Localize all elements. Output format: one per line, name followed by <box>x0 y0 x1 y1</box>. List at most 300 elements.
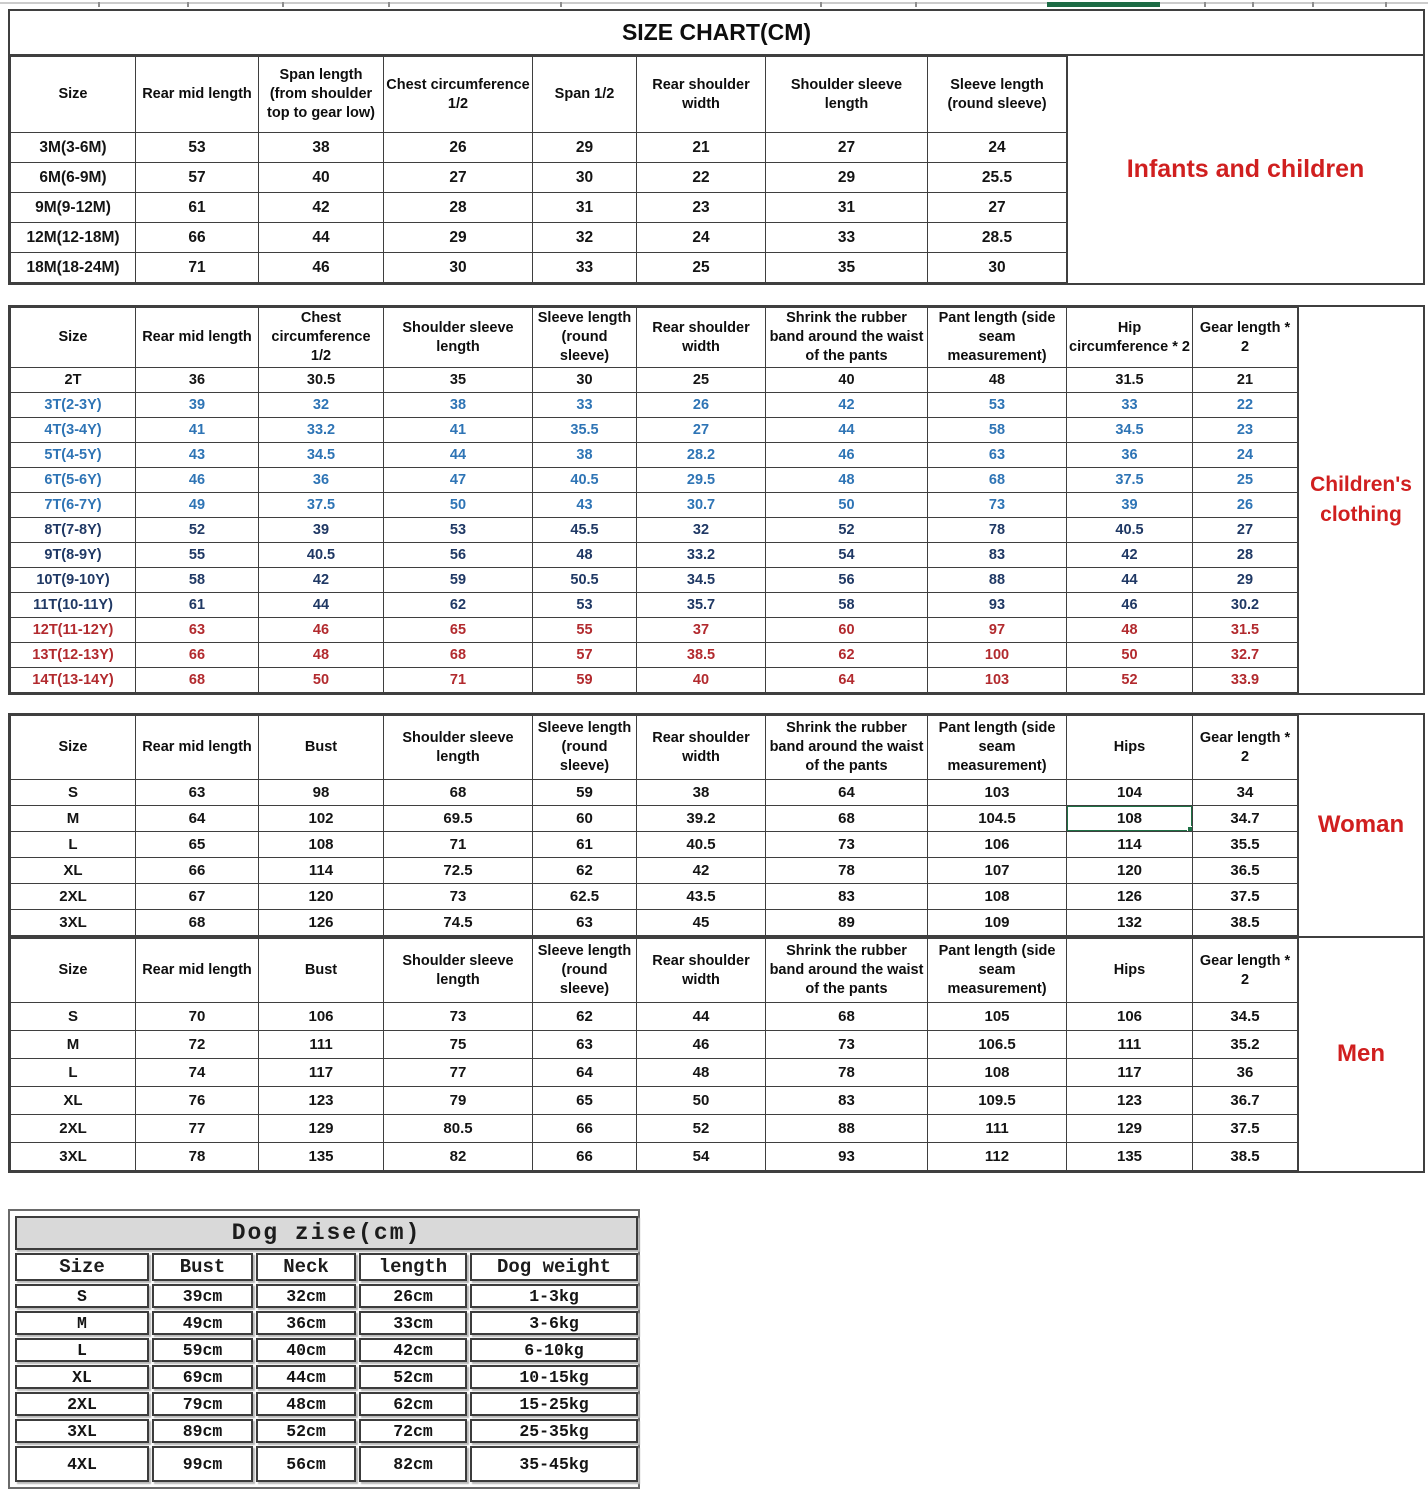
value-cell[interactable]: 105 <box>928 1003 1067 1031</box>
value-cell[interactable]: 23 <box>637 193 766 223</box>
value-cell[interactable]: 25 <box>637 253 766 283</box>
value-cell[interactable]: 68 <box>136 668 259 693</box>
column-header[interactable]: Pant length (side seam measurement) <box>928 939 1067 1003</box>
value-cell[interactable]: 33 <box>766 223 928 253</box>
value-cell[interactable]: 42 <box>1067 543 1193 568</box>
value-cell[interactable]: 126 <box>259 910 384 936</box>
value-cell[interactable]: 40 <box>259 163 384 193</box>
size-cell[interactable]: 2XL <box>11 1115 136 1143</box>
value-cell[interactable]: 25 <box>1193 468 1298 493</box>
value-cell[interactable]: 53 <box>384 518 533 543</box>
value-cell[interactable]: 30 <box>533 163 637 193</box>
value-cell[interactable]: 55 <box>533 618 637 643</box>
value-cell[interactable]: 24 <box>1193 443 1298 468</box>
column-header[interactable]: Gear length * 2 <box>1193 716 1298 780</box>
value-cell[interactable]: 72 <box>136 1031 259 1059</box>
value-cell[interactable]: 32 <box>259 393 384 418</box>
value-cell[interactable]: 68 <box>136 910 259 936</box>
value-cell[interactable]: 24 <box>637 223 766 253</box>
value-cell[interactable]: 50 <box>1067 643 1193 668</box>
value-cell[interactable]: 33 <box>533 393 637 418</box>
column-header[interactable]: Rear mid length <box>136 939 259 1003</box>
value-cell[interactable]: 28.5 <box>928 223 1067 253</box>
size-cell[interactable]: 9T(8-9Y) <box>11 543 136 568</box>
value-cell[interactable]: 59 <box>384 568 533 593</box>
size-cell[interactable]: 11T(10-11Y) <box>11 593 136 618</box>
value-cell[interactable]: 60 <box>533 806 637 832</box>
value-cell[interactable]: 98 <box>259 780 384 806</box>
value-cell[interactable]: 29.5 <box>637 468 766 493</box>
infants-label[interactable]: Infants and children <box>1067 56 1423 283</box>
value-cell[interactable]: 63 <box>533 1031 637 1059</box>
value-cell[interactable]: 26 <box>637 393 766 418</box>
value-cell[interactable]: 68 <box>384 780 533 806</box>
value-cell[interactable]: 38.5 <box>1193 1143 1298 1171</box>
value-cell[interactable]: 34.5 <box>637 568 766 593</box>
value-cell[interactable]: 68 <box>766 1003 928 1031</box>
column-header[interactable]: Size <box>11 716 136 780</box>
value-cell[interactable]: 44 <box>766 418 928 443</box>
size-cell[interactable]: XL <box>11 858 136 884</box>
size-cell[interactable]: S <box>11 1003 136 1031</box>
value-cell[interactable]: 52 <box>766 518 928 543</box>
value-cell[interactable]: 46 <box>1067 593 1193 618</box>
value-cell[interactable]: 57 <box>136 163 259 193</box>
value-cell[interactable]: 68 <box>766 806 928 832</box>
value-cell[interactable]: 66 <box>533 1143 637 1171</box>
value-cell[interactable]: 73 <box>928 493 1067 518</box>
value-cell[interactable]: 71 <box>384 832 533 858</box>
value-cell[interactable]: 66 <box>136 858 259 884</box>
value-cell[interactable]: 88 <box>928 568 1067 593</box>
value-cell[interactable]: 135 <box>259 1143 384 1171</box>
value-cell[interactable]: 30 <box>384 253 533 283</box>
value-cell[interactable]: 43 <box>136 443 259 468</box>
value-cell[interactable]: 22 <box>1193 393 1298 418</box>
value-cell[interactable]: 117 <box>1067 1059 1193 1087</box>
value-cell[interactable]: 78 <box>766 1059 928 1087</box>
value-cell[interactable]: 41 <box>136 418 259 443</box>
value-cell[interactable]: 83 <box>928 543 1067 568</box>
value-cell[interactable]: 42 <box>766 393 928 418</box>
column-header[interactable]: Shrink the rubber band around the waist of the pants <box>766 308 928 368</box>
value-cell[interactable]: 111 <box>1067 1031 1193 1059</box>
value-cell[interactable]: 58 <box>766 593 928 618</box>
column-header[interactable]: Chest circumference 1/2 <box>384 57 533 133</box>
value-cell[interactable]: 39 <box>259 518 384 543</box>
value-cell[interactable]: 88 <box>766 1115 928 1143</box>
size-cell[interactable]: M <box>11 806 136 832</box>
value-cell[interactable]: 23 <box>1193 418 1298 443</box>
column-header[interactable]: Shoulder sleeve length <box>384 308 533 368</box>
value-cell[interactable]: 68 <box>384 643 533 668</box>
column-header[interactable]: Shrink the rubber band around the waist of the pants <box>766 716 928 780</box>
children-label[interactable]: Children's clothing <box>1298 307 1423 693</box>
value-cell[interactable]: 75 <box>384 1031 533 1059</box>
value-cell[interactable]: 126 <box>1067 884 1193 910</box>
value-cell[interactable]: 40 <box>766 368 928 393</box>
value-cell[interactable]: 50 <box>637 1087 766 1115</box>
value-cell[interactable]: 27 <box>766 133 928 163</box>
value-cell[interactable]: 36 <box>1193 1059 1298 1087</box>
value-cell[interactable]: 31 <box>766 193 928 223</box>
value-cell[interactable]: 22 <box>637 163 766 193</box>
column-header[interactable]: Rear mid length <box>136 308 259 368</box>
size-cell[interactable]: S <box>11 780 136 806</box>
value-cell[interactable]: 53 <box>928 393 1067 418</box>
size-cell[interactable]: 2T <box>11 368 136 393</box>
value-cell[interactable]: 135 <box>1067 1143 1193 1171</box>
value-cell[interactable]: 31.5 <box>1067 368 1193 393</box>
value-cell[interactable]: 34.5 <box>259 443 384 468</box>
size-cell[interactable]: 6T(5-6Y) <box>11 468 136 493</box>
value-cell[interactable]: 108 <box>928 884 1067 910</box>
value-cell[interactable]: 108 <box>259 832 384 858</box>
value-cell[interactable]: 69.5 <box>384 806 533 832</box>
value-cell[interactable]: 46 <box>259 253 384 283</box>
value-cell[interactable]: 37 <box>637 618 766 643</box>
column-header[interactable]: Hips <box>1067 939 1193 1003</box>
value-cell[interactable]: 33.2 <box>259 418 384 443</box>
value-cell[interactable]: 38.5 <box>1193 910 1298 936</box>
value-cell[interactable]: 34.7 <box>1193 806 1298 832</box>
value-cell[interactable]: 37.5 <box>1193 1115 1298 1143</box>
column-header[interactable]: Rear mid length <box>136 716 259 780</box>
value-cell[interactable]: 50 <box>259 668 384 693</box>
value-cell[interactable]: 59 <box>533 668 637 693</box>
value-cell[interactable]: 21 <box>1193 368 1298 393</box>
value-cell[interactable]: 36.5 <box>1193 858 1298 884</box>
value-cell[interactable]: 38 <box>384 393 533 418</box>
value-cell[interactable]: 50 <box>766 493 928 518</box>
value-cell[interactable]: 39.2 <box>637 806 766 832</box>
value-cell[interactable]: 35 <box>766 253 928 283</box>
value-cell[interactable]: 52 <box>637 1115 766 1143</box>
value-cell[interactable]: 114 <box>1067 832 1193 858</box>
value-cell[interactable]: 93 <box>928 593 1067 618</box>
value-cell[interactable]: 80.5 <box>384 1115 533 1143</box>
value-cell[interactable]: 60 <box>766 618 928 643</box>
size-cell[interactable]: 2XL <box>11 884 136 910</box>
size-cell[interactable]: L <box>11 832 136 858</box>
column-header[interactable]: Size <box>11 939 136 1003</box>
value-cell[interactable]: 78 <box>766 858 928 884</box>
column-header[interactable]: Pant length (side seam measurement) <box>928 716 1067 780</box>
value-cell[interactable]: 33 <box>1067 393 1193 418</box>
value-cell[interactable]: 73 <box>766 832 928 858</box>
value-cell[interactable]: 42 <box>637 858 766 884</box>
value-cell[interactable]: 46 <box>259 618 384 643</box>
value-cell[interactable]: 55 <box>136 543 259 568</box>
size-cell[interactable]: 3M(3-6M) <box>11 133 136 163</box>
value-cell[interactable]: 31 <box>533 193 637 223</box>
column-header[interactable]: Shoulder sleeve length <box>384 939 533 1003</box>
value-cell[interactable]: 21 <box>637 133 766 163</box>
value-cell[interactable]: 74 <box>136 1059 259 1087</box>
value-cell[interactable]: 73 <box>766 1031 928 1059</box>
column-header[interactable]: Hip circumference * 2 <box>1067 308 1193 368</box>
size-cell[interactable]: 3XL <box>11 910 136 936</box>
value-cell[interactable]: 66 <box>136 643 259 668</box>
value-cell[interactable]: 62 <box>533 858 637 884</box>
value-cell[interactable]: 36.7 <box>1193 1087 1298 1115</box>
size-cell[interactable]: 14T(13-14Y) <box>11 668 136 693</box>
value-cell[interactable]: 40.5 <box>533 468 637 493</box>
value-cell[interactable]: 71 <box>136 253 259 283</box>
value-cell[interactable]: 65 <box>136 832 259 858</box>
value-cell[interactable]: 34.5 <box>1067 418 1193 443</box>
value-cell[interactable]: 114 <box>259 858 384 884</box>
value-cell[interactable]: 36 <box>136 368 259 393</box>
value-cell[interactable]: 42 <box>259 193 384 223</box>
value-cell[interactable]: 35.5 <box>1193 832 1298 858</box>
value-cell[interactable]: 106 <box>1067 1003 1193 1031</box>
selected-cell[interactable]: 108 <box>1067 806 1193 832</box>
value-cell[interactable]: 63 <box>136 618 259 643</box>
column-header[interactable]: Bust <box>259 716 384 780</box>
value-cell[interactable]: 39 <box>136 393 259 418</box>
value-cell[interactable]: 106 <box>259 1003 384 1031</box>
value-cell[interactable]: 25.5 <box>928 163 1067 193</box>
value-cell[interactable]: 48 <box>533 543 637 568</box>
column-header[interactable]: Shrink the rubber band around the waist of the pants <box>766 939 928 1003</box>
value-cell[interactable]: 38 <box>637 780 766 806</box>
value-cell[interactable]: 89 <box>766 910 928 936</box>
value-cell[interactable]: 29 <box>384 223 533 253</box>
column-header[interactable]: Hips <box>1067 716 1193 780</box>
value-cell[interactable]: 109 <box>928 910 1067 936</box>
value-cell[interactable]: 97 <box>928 618 1067 643</box>
size-cell[interactable]: 12T(11-12Y) <box>11 618 136 643</box>
value-cell[interactable]: 112 <box>928 1143 1067 1171</box>
value-cell[interactable]: 103 <box>928 780 1067 806</box>
value-cell[interactable]: 27 <box>928 193 1067 223</box>
value-cell[interactable]: 120 <box>259 884 384 910</box>
value-cell[interactable]: 106 <box>928 832 1067 858</box>
value-cell[interactable]: 28 <box>384 193 533 223</box>
value-cell[interactable]: 74.5 <box>384 910 533 936</box>
value-cell[interactable]: 66 <box>533 1115 637 1143</box>
value-cell[interactable]: 36 <box>259 468 384 493</box>
value-cell[interactable]: 70 <box>136 1003 259 1031</box>
value-cell[interactable]: 108 <box>928 1059 1067 1087</box>
value-cell[interactable]: 63 <box>533 910 637 936</box>
value-cell[interactable]: 36 <box>1067 443 1193 468</box>
value-cell[interactable]: 123 <box>259 1087 384 1115</box>
size-cell[interactable]: XL <box>11 1087 136 1115</box>
column-header[interactable]: Sleeve length (round sleeve) <box>533 308 637 368</box>
column-header[interactable]: Rear shoulder width <box>637 57 766 133</box>
value-cell[interactable]: 65 <box>384 618 533 643</box>
value-cell[interactable]: 50 <box>384 493 533 518</box>
value-cell[interactable]: 58 <box>928 418 1067 443</box>
value-cell[interactable]: 26 <box>1193 493 1298 518</box>
value-cell[interactable]: 132 <box>1067 910 1193 936</box>
value-cell[interactable]: 37.5 <box>259 493 384 518</box>
value-cell[interactable]: 64 <box>766 668 928 693</box>
column-header[interactable]: Sleeve length (round sleeve) <box>928 57 1067 133</box>
sheet-title[interactable]: SIZE CHART(CM) <box>8 9 1425 54</box>
value-cell[interactable]: 25 <box>637 368 766 393</box>
column-header[interactable]: Span 1/2 <box>533 57 637 133</box>
column-header[interactable]: Shoulder sleeve length <box>766 57 928 133</box>
column-header[interactable]: Shoulder sleeve length <box>384 716 533 780</box>
column-header[interactable]: Pant length (side seam measurement) <box>928 308 1067 368</box>
value-cell[interactable]: 43.5 <box>637 884 766 910</box>
column-header[interactable]: Size <box>11 308 136 368</box>
value-cell[interactable]: 106.5 <box>928 1031 1067 1059</box>
value-cell[interactable]: 77 <box>136 1115 259 1143</box>
value-cell[interactable]: 30.7 <box>637 493 766 518</box>
value-cell[interactable]: 32 <box>533 223 637 253</box>
value-cell[interactable]: 65 <box>533 1087 637 1115</box>
value-cell[interactable]: 46 <box>766 443 928 468</box>
value-cell[interactable]: 59 <box>533 780 637 806</box>
value-cell[interactable]: 129 <box>259 1115 384 1143</box>
men-label[interactable]: Men <box>1298 938 1423 1171</box>
value-cell[interactable]: 120 <box>1067 858 1193 884</box>
size-cell[interactable]: 7T(6-7Y) <box>11 493 136 518</box>
value-cell[interactable]: 123 <box>1067 1087 1193 1115</box>
value-cell[interactable]: 28.2 <box>637 443 766 468</box>
value-cell[interactable]: 104 <box>1067 780 1193 806</box>
value-cell[interactable]: 48 <box>259 643 384 668</box>
size-cell[interactable]: 4T(3-4Y) <box>11 418 136 443</box>
value-cell[interactable]: 50.5 <box>533 568 637 593</box>
value-cell[interactable]: 61 <box>533 832 637 858</box>
value-cell[interactable]: 27 <box>637 418 766 443</box>
column-header[interactable]: Gear length * 2 <box>1193 308 1298 368</box>
value-cell[interactable]: 73 <box>384 1003 533 1031</box>
value-cell[interactable]: 103 <box>928 668 1067 693</box>
value-cell[interactable]: 52 <box>1067 668 1193 693</box>
size-cell[interactable]: 8T(7-8Y) <box>11 518 136 543</box>
value-cell[interactable]: 67 <box>136 884 259 910</box>
value-cell[interactable]: 33.2 <box>637 543 766 568</box>
value-cell[interactable]: 109.5 <box>928 1087 1067 1115</box>
value-cell[interactable]: 117 <box>259 1059 384 1087</box>
value-cell[interactable]: 111 <box>928 1115 1067 1143</box>
value-cell[interactable]: 78 <box>136 1143 259 1171</box>
value-cell[interactable]: 76 <box>136 1087 259 1115</box>
value-cell[interactable]: 62 <box>766 643 928 668</box>
column-header[interactable]: Bust <box>259 939 384 1003</box>
value-cell[interactable]: 78 <box>928 518 1067 543</box>
size-cell[interactable]: M <box>11 1031 136 1059</box>
value-cell[interactable]: 42 <box>259 568 384 593</box>
value-cell[interactable]: 64 <box>766 780 928 806</box>
value-cell[interactable]: 44 <box>384 443 533 468</box>
value-cell[interactable]: 29 <box>766 163 928 193</box>
value-cell[interactable]: 43 <box>533 493 637 518</box>
value-cell[interactable]: 102 <box>259 806 384 832</box>
value-cell[interactable]: 27 <box>1193 518 1298 543</box>
value-cell[interactable]: 53 <box>136 133 259 163</box>
column-header[interactable]: Gear length * 2 <box>1193 939 1298 1003</box>
value-cell[interactable]: 54 <box>637 1143 766 1171</box>
value-cell[interactable]: 37.5 <box>1067 468 1193 493</box>
value-cell[interactable]: 72.5 <box>384 858 533 884</box>
value-cell[interactable]: 93 <box>766 1143 928 1171</box>
value-cell[interactable]: 27 <box>384 163 533 193</box>
value-cell[interactable]: 38.5 <box>637 643 766 668</box>
value-cell[interactable]: 30.5 <box>259 368 384 393</box>
value-cell[interactable]: 61 <box>136 193 259 223</box>
value-cell[interactable]: 40.5 <box>637 832 766 858</box>
value-cell[interactable]: 35.2 <box>1193 1031 1298 1059</box>
value-cell[interactable]: 56 <box>766 568 928 593</box>
column-header[interactable]: Rear mid length <box>136 57 259 133</box>
value-cell[interactable]: 52 <box>136 518 259 543</box>
value-cell[interactable]: 39 <box>1067 493 1193 518</box>
value-cell[interactable]: 66 <box>136 223 259 253</box>
value-cell[interactable]: 40 <box>637 668 766 693</box>
value-cell[interactable]: 40.5 <box>1067 518 1193 543</box>
value-cell[interactable]: 29 <box>1193 568 1298 593</box>
value-cell[interactable]: 56 <box>384 543 533 568</box>
size-cell[interactable]: 10T(9-10Y) <box>11 568 136 593</box>
column-header[interactable]: Rear shoulder width <box>637 716 766 780</box>
woman-label[interactable]: Woman <box>1298 715 1423 936</box>
value-cell[interactable]: 30 <box>533 368 637 393</box>
value-cell[interactable]: 111 <box>259 1031 384 1059</box>
value-cell[interactable]: 83 <box>766 884 928 910</box>
value-cell[interactable]: 61 <box>136 593 259 618</box>
size-cell[interactable]: 6M(6-9M) <box>11 163 136 193</box>
column-header[interactable]: Rear shoulder width <box>637 939 766 1003</box>
value-cell[interactable]: 71 <box>384 668 533 693</box>
value-cell[interactable]: 64 <box>136 806 259 832</box>
value-cell[interactable]: 68 <box>928 468 1067 493</box>
value-cell[interactable]: 33.9 <box>1193 668 1298 693</box>
column-header[interactable]: Chest circumference 1/2 <box>259 308 384 368</box>
value-cell[interactable]: 48 <box>928 368 1067 393</box>
value-cell[interactable]: 62 <box>533 1003 637 1031</box>
value-cell[interactable]: 45 <box>637 910 766 936</box>
column-header[interactable]: Sleeve length (round sleeve) <box>533 716 637 780</box>
value-cell[interactable]: 35.5 <box>533 418 637 443</box>
value-cell[interactable]: 62 <box>384 593 533 618</box>
value-cell[interactable]: 104.5 <box>928 806 1067 832</box>
value-cell[interactable]: 34 <box>1193 780 1298 806</box>
value-cell[interactable]: 63 <box>928 443 1067 468</box>
size-cell[interactable]: 3XL <box>11 1143 136 1171</box>
value-cell[interactable]: 32 <box>637 518 766 543</box>
value-cell[interactable]: 46 <box>637 1031 766 1059</box>
value-cell[interactable]: 77 <box>384 1059 533 1087</box>
size-cell[interactable]: 5T(4-5Y) <box>11 443 136 468</box>
value-cell[interactable]: 44 <box>259 593 384 618</box>
value-cell[interactable]: 45.5 <box>533 518 637 543</box>
value-cell[interactable]: 48 <box>637 1059 766 1087</box>
size-cell[interactable]: L <box>11 1059 136 1087</box>
value-cell[interactable]: 83 <box>766 1087 928 1115</box>
column-header[interactable]: Sleeve length (round sleeve) <box>533 939 637 1003</box>
value-cell[interactable]: 24 <box>928 133 1067 163</box>
value-cell[interactable]: 129 <box>1067 1115 1193 1143</box>
value-cell[interactable]: 37.5 <box>1193 884 1298 910</box>
size-cell[interactable]: 18M(18-24M) <box>11 253 136 283</box>
value-cell[interactable]: 63 <box>136 780 259 806</box>
value-cell[interactable]: 58 <box>136 568 259 593</box>
value-cell[interactable]: 64 <box>533 1059 637 1087</box>
size-cell[interactable]: 3T(2-3Y) <box>11 393 136 418</box>
value-cell[interactable]: 41 <box>384 418 533 443</box>
value-cell[interactable]: 48 <box>1067 618 1193 643</box>
column-header[interactable]: Size <box>11 57 136 133</box>
value-cell[interactable]: 57 <box>533 643 637 668</box>
value-cell[interactable]: 49 <box>136 493 259 518</box>
